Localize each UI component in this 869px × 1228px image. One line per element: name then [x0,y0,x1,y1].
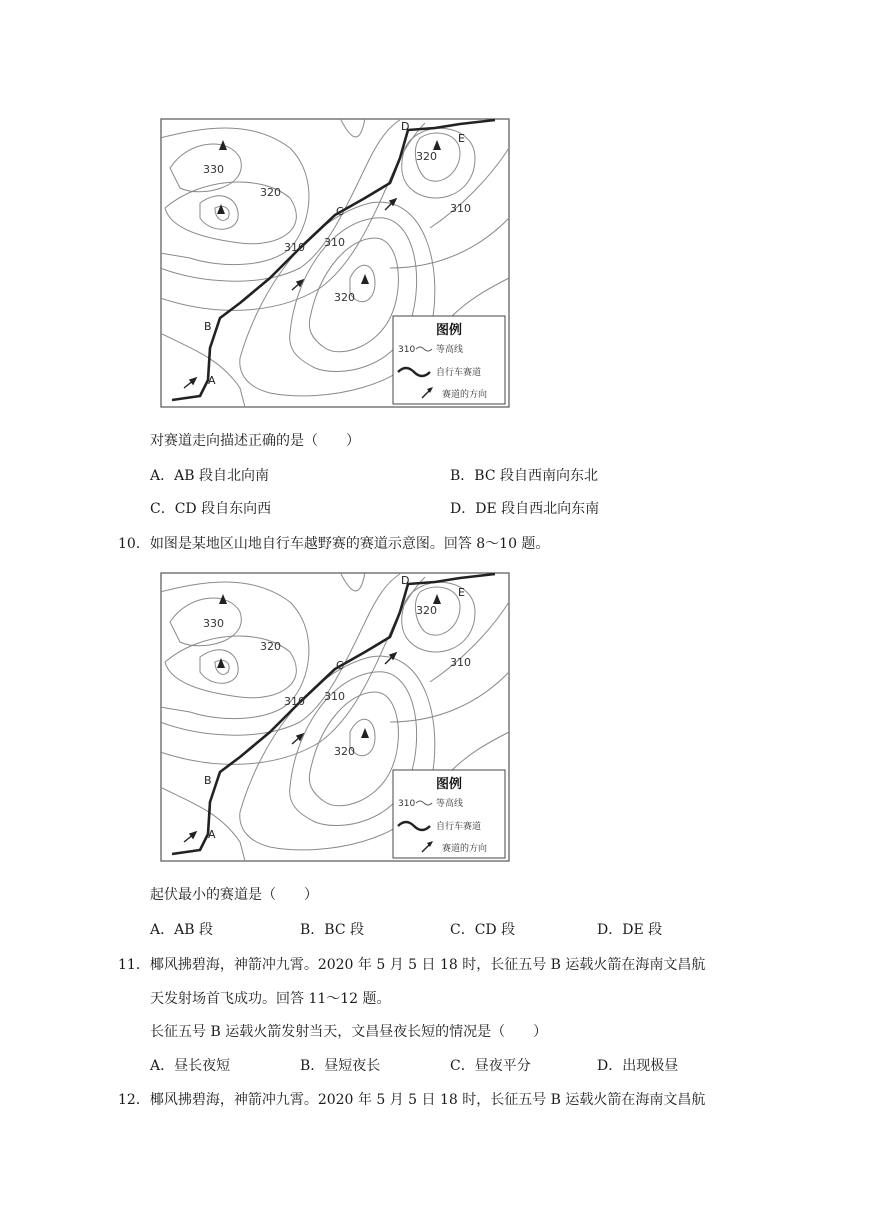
q10-option-b[interactable]: B．BC 段 [300,922,364,938]
svg-text:310: 310 [398,799,416,809]
q11-option-d[interactable]: D．出现极昼 [597,1058,679,1074]
point-label-a: A [208,828,216,841]
q12-intro-line1: 12．椰风拂碧海，神箭冲九霄。2020 年 5 月 5 日 18 时，长征五号 B 运载火箭在海南文昌航 [118,1092,706,1108]
point-label-e: E [458,132,465,145]
contour-label: 330 [203,617,224,630]
map-legend [393,316,505,404]
contour-label: 320 [334,291,355,304]
q10-stem: 起伏最小的赛道是（ ） [150,887,318,903]
q10-intro: 10．如图是某地区山地自行车越野赛的赛道示意图。回答 8～10 题。 [118,536,550,552]
point-label-d: D [401,574,410,587]
q10-option-c[interactable]: C．CD 段 [450,922,516,938]
q9-option-b[interactable]: B．BC 段自西南向东北 [450,468,598,484]
q9-stem: 对赛道走向描述正确的是（ ） [150,433,360,449]
q11-option-c[interactable]: C．昼夜平分 [450,1058,531,1074]
contour-map-1 [160,118,510,408]
q11-option-a[interactable]: A．昼长夜短 [150,1058,231,1074]
contour-label: 310 [324,690,345,703]
svg-text:等高线: 等高线 [436,799,464,809]
q9-option-c[interactable]: C．CD 段自东向西 [150,501,272,517]
point-label-e: E [458,586,465,599]
contour-label: 320 [334,745,355,758]
q11-option-b[interactable]: B．昼短夜长 [300,1058,381,1074]
point-label-b: B [204,320,212,333]
contour-map-2 [160,572,510,862]
q10-option-a[interactable]: A．AB 段 [150,922,213,938]
point-label-b: B [204,774,212,787]
contour-label: 310 [284,241,305,254]
svg-text:等高线: 等高线 [436,345,464,355]
svg-text:自行车赛道: 自行车赛道 [436,822,482,832]
point-label-c: C [336,659,344,672]
contour-label: 320 [416,150,437,163]
contour-label: 320 [260,186,281,199]
q9-option-d[interactable]: D．DE 段自西北向东南 [450,501,600,517]
contour-label: 320 [416,604,437,617]
point-label-a: A [208,374,216,387]
svg-text:图例: 图例 [436,323,463,338]
point-label-c: C [336,205,344,218]
q10-option-d[interactable]: D．DE 段 [597,922,663,938]
contour-label: 310 [450,202,471,215]
q11-intro-line2: 天发射场首飞成功。回答 11～12 题。 [150,991,391,1007]
point-label-d: D [401,120,410,133]
contour-label: 320 [260,640,281,653]
map-legend [393,770,505,858]
q11-intro-line1: 11．椰风拂碧海，神箭冲九霄。2020 年 5 月 5 日 18 时，长征五号 B 运载火箭在海南文昌航 [118,957,706,973]
contour-label: 310 [284,695,305,708]
svg-text:赛道的方向: 赛道的方向 [442,390,488,400]
contour-label: 330 [203,163,224,176]
q9-option-a[interactable]: A．AB 段自北向南 [150,468,269,484]
svg-text:310: 310 [398,345,416,355]
contour-label: 310 [450,656,471,669]
svg-text:图例: 图例 [436,777,463,792]
contour-label: 310 [324,236,345,249]
q11-stem: 长征五号 B 运载火箭发射当天，文昌昼夜长短的情况是（ ） [150,1024,548,1040]
svg-text:自行车赛道: 自行车赛道 [436,368,482,378]
svg-text:赛道的方向: 赛道的方向 [442,844,488,854]
